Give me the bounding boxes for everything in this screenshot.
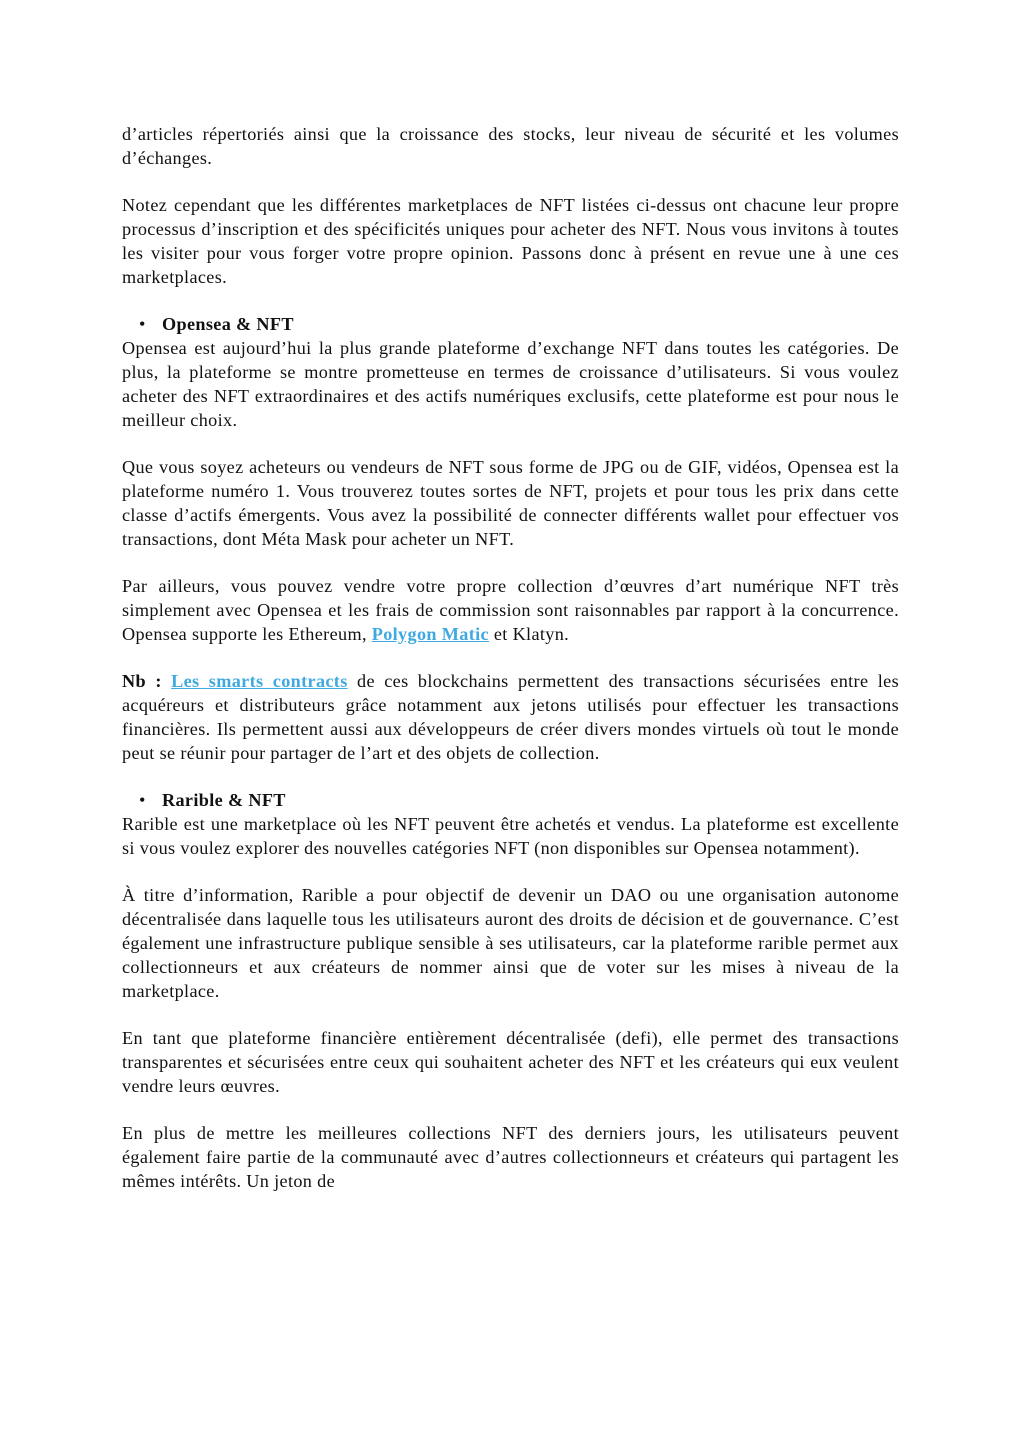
- heading-text: Rarible & NFT: [162, 790, 286, 810]
- paragraph-opensea-sell: [122, 574, 899, 646]
- paragraph-opensea-buyers: Que vous soyez acheteurs ou vendeurs de NFT sous forme de JPG ou de GIF, vidéos, Opensea est la plateforme numéro 1. Vous trouverez toutes sortes de NFT, projets et pour tous les prix dans cette classe d’actifs émergents. Vous avez la possibilité de connecter différents wallet pour effectuer vos transactions, dont Méta Mask pour acheter un NFT.: [122, 457, 899, 549]
- heading-text: Opensea & NFT: [162, 314, 294, 334]
- paragraph-rarible-intro: Rarible est une marketplace où les NFT peuvent être achetés et vendus. La plateforme est excellente si vous voulez explorer des nouvelles catégories NFT (non disponibles sur Opensea notamment).: [122, 814, 899, 858]
- section-heading-rarible: [122, 788, 899, 812]
- paragraph-marketplaces-note: Notez cependant que les différentes marketplaces de NFT listées ci-dessus ont chacune leur propre processus d’inscription et des spécificités uniques pour acheter des NFT. Nous vous invitons à toutes les visiter pour vous forger votre propre opinion. Passons donc à présent en revue une à une ces marketplaces.: [122, 195, 899, 287]
- paragraph-intro-continued: d’articles répertoriés ainsi que la croissance des stocks, leur niveau de sécurité et les volumes d’échanges.: [122, 124, 899, 168]
- paragraph-nb-smart-contracts: [122, 669, 899, 765]
- paragraph-rarible-community: En plus de mettre les meilleures collections NFT des derniers jours, les utilisateurs peuvent également faire partie de la communauté avec d’autres collectionneurs et créateurs qui partagent les mêmes intérêts. Un jeton de: [122, 1123, 899, 1191]
- nb-label: Nb :: [122, 671, 172, 691]
- section-heading-opensea: [122, 312, 899, 336]
- bullet-icon: •: [139, 790, 146, 810]
- text-span: Par ailleurs, vous pouvez vendre votre propre collection d’œuvres d’art numérique NFT très simplement avec Opensea et les frais de commission sont raisonnables par rapport à la concurrence. Opensea supporte les Ethereum,: [122, 576, 899, 644]
- paragraph-opensea-intro: Opensea est aujourd’hui la plus grande plateforme d’exchange NFT dans toutes les catégories. De plus, la plateforme se montre prometteuse en termes de croissance d’utilisateurs. Si vous voulez acheter des NFT extraordinaires et des actifs numériques exclusifs, cette plateforme est pour nous le meilleur choix.: [122, 338, 899, 430]
- paragraph-rarible-dao: À titre d’information, Rarible a pour objectif de devenir un DAO ou une organisation autonome décentralisée dans laquelle tous les utilisateurs auront des droits de décision et de gouvernance. C’est également une infrastructure publique sensible à ses utilisateurs, car la plateforme rarible permet aux collectionneurs et aux créateurs de nommer ainsi que de voter sur les mises à niveau de la marketplace.: [122, 885, 899, 1001]
- polygon-matic-link[interactable]: Polygon Matic: [371, 624, 489, 644]
- text-span: et Klatyn.: [488, 624, 570, 644]
- document-page: [122, 122, 899, 1193]
- smart-contracts-link[interactable]: Les smarts contracts: [171, 671, 348, 691]
- text-span: de ces blockchains permettent des transactions sécurisées entre les acquéreurs et distributeurs grâce notamment aux jetons utilisés pour effectuer les transactions financières. Ils permettent aussi aux développeurs de créer divers mondes virtuels où tout le monde peut se réunir pour partager de l’art et des objets de collection.: [122, 671, 899, 763]
- bullet-icon: •: [139, 314, 146, 334]
- paragraph-rarible-defi: En tant que plateforme financière entièrement décentralisée (defi), elle permet des transactions transparentes et sécurisées entre ceux qui souhaitent acheter des NFT et les créateurs qui eux veulent vendre leurs œuvres.: [122, 1028, 899, 1096]
